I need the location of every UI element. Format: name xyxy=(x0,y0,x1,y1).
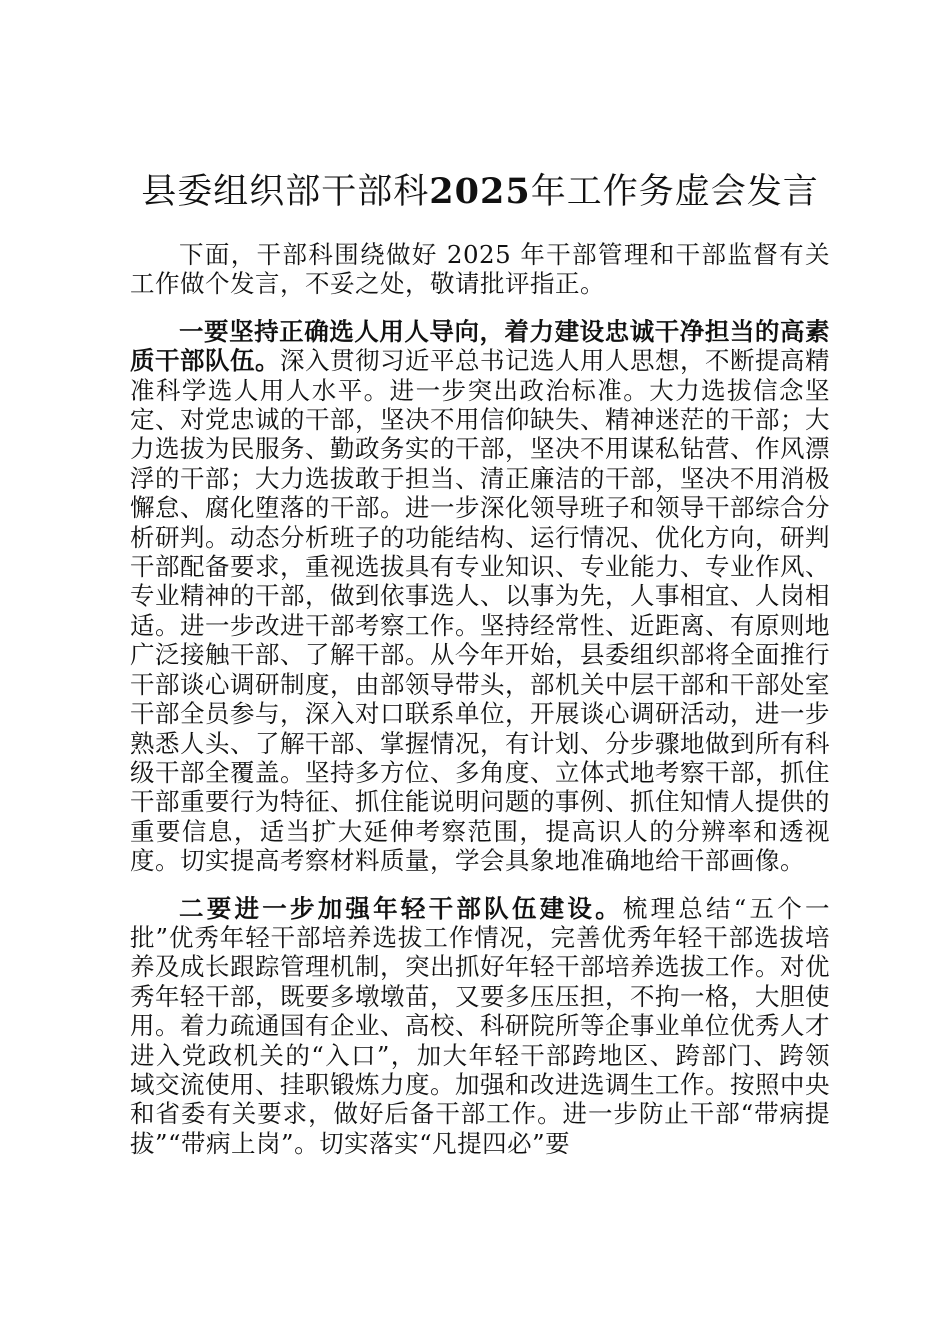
section-1-paragraph xyxy=(130,317,830,876)
document-page xyxy=(130,168,830,1158)
section-2-paragraph xyxy=(130,894,830,1159)
title-suffix: 年工作务虚会发言 xyxy=(530,172,819,212)
section-2-lead: 二要进一步加强年轻干部队伍建设。 xyxy=(179,893,623,923)
document-title xyxy=(130,168,830,216)
section-2-body: 梳理总结“五个一批”优秀年轻干部培养选拔工作情况，完善优秀年轻干部选拔培养及成长跟踪管理机制，突出抓好年轻干部培养选拔工作。对优秀年轻干部，既要多墩墩苗，又要多压压担，不拘一格，大胆使用。着力疏通国有企业、高校、科研院所等企事业单位优秀人才进入党政机关的“入口”，加大年轻干部跨地区、跨部门、跨领域交流使用、挂职锻炼力度。加强和改进选调生工作。按照中央和省委有关要求，做好后备干部工作。进一步防止干部“带病提拔”“带病上岗”。切实落实“凡提四必”要 xyxy=(130,893,831,1158)
title-prefix: 县委组织部干部科 xyxy=(141,172,430,212)
section-1-body: 深入贯彻习近平总书记选人用人思想，不断提高精准科学选人用人水平。进一步突出政治标准。大力选拔信念坚定、对党忠诚的干部，坚决不用信仰缺失、精神迷茫的干部；大力选拔为民服务、勤政务实的干部，坚决不用谋私钻营、作风漂浮的干部；大力选拔敢于担当、清正廉洁的干部，坚决不用消极懈怠、腐化堕落的干部。进一步深化领导班子和领导干部综合分析研判。动态分析班子的功能结构、运行情况、优化方向，研判干部配备要求，重视选拔具有专业知识、专业能力、专业作风、专业精神的干部，做到依事选人、以事为先，人事相宜、人岗相适。进一步改进干部考察工作。坚持经常性、近距离、有原则地广泛接触干部、了解干部。从今年开始，县委组织部将全面推行干部谈心调研制度，由部领导带头，部机关中层干部和干部处室干部全员参与，深入对口联系单位，开展谈心调研活动，进一步熟悉人头、了解干部、掌握情况，有计划、分步骤地做到所有科级干部全覆盖。坚持多方位、多角度、立体式地考察干部，抓住干部重要行为特征、抓住能说明问题的事例、抓住知情人提供的重要信息，适当扩大延伸考察范围，提高识人的分辨率和透视度。切实提高考察材料质量，学会具象地准确地给干部画像。 xyxy=(130,346,830,876)
intro-paragraph: 下面，干部科围绕做好 2025 年干部管理和干部监督有关工作做个发言，不妥之处，敬请批评指正。 xyxy=(130,240,830,299)
section-1-lead: 一要坚持正确选人用人导向，着力建设忠诚干净担当的高素质干部队伍。 xyxy=(130,316,830,376)
title-year: 2025 xyxy=(429,171,531,212)
